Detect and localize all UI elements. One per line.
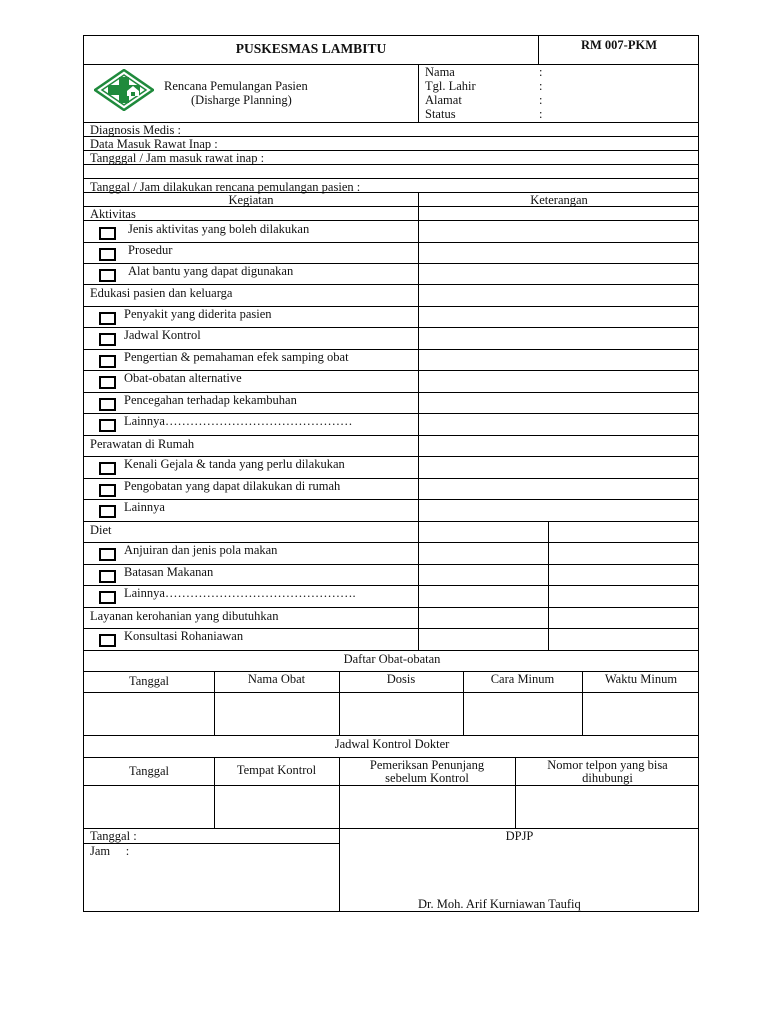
col-activity-header: Kegiatan (228, 193, 274, 207)
item-label: Obat-obatan alternative (124, 371, 242, 385)
patient-dob-label: Tgl. Lahir (425, 79, 476, 93)
item-label: Batasan Makanan (124, 565, 214, 579)
activity-item (83, 456, 699, 478)
control-col-place: Tempat Kontrol (236, 763, 317, 777)
footer-row (83, 828, 699, 912)
plan-datetime-label: Tanggal / Jam dilakukan rencana pemulangan pasien : (90, 180, 361, 194)
activity-item (83, 628, 699, 650)
activity-item (83, 542, 699, 564)
patient-name-label: Nama (425, 65, 455, 79)
item-label: Pencegahan terhadap kekambuhan (124, 393, 297, 407)
med-col-when: Waktu Minum (604, 672, 678, 686)
patient-address-label: Alamat (425, 93, 462, 107)
item-label: Konsultasi Rohaniawan (124, 629, 244, 643)
item-label: Anjuiran dan jenis pola makan (124, 543, 278, 557)
checkbox[interactable] (99, 376, 116, 389)
control-title: Jadwal Kontrol Dokter (334, 737, 450, 751)
admission-datetime-label: Tangggal / Jam masuk rawat inap : (90, 151, 265, 165)
dpjp-label: DPJP (505, 829, 534, 843)
doctor-name: Dr. Moh. Arif Kurniawan Taufiq (418, 897, 581, 911)
checkbox[interactable] (99, 333, 116, 346)
activity-item (83, 585, 699, 607)
checkbox[interactable] (99, 312, 116, 325)
header-patient-row (83, 64, 699, 122)
medication-header-row (83, 671, 699, 692)
patient-dob-colon: : (539, 79, 543, 93)
med-col-how: Cara Minum (490, 672, 555, 686)
col-notes-header: Keterangan (530, 193, 588, 207)
form-title-line1: Rencana Pemulangan Pasien (164, 79, 308, 93)
activity-item (83, 263, 699, 284)
item-label: Prosedur (128, 243, 173, 257)
checkbox[interactable] (99, 484, 116, 497)
admission-data-row (83, 136, 699, 150)
discharge-planning-form (83, 35, 699, 912)
section-perawatan (83, 435, 699, 456)
checkbox[interactable] (99, 398, 116, 411)
checkbox[interactable] (99, 548, 116, 561)
section-title: Diet (90, 523, 112, 537)
patient-name-colon: : (539, 65, 543, 79)
medication-entry-row (83, 692, 699, 735)
checkbox[interactable] (99, 462, 116, 475)
facility-name: PUSKESMAS LAMBITU (235, 41, 387, 56)
item-label: Penyakit yang diderita pasien (124, 307, 272, 321)
item-label: Kenali Gejala & tanda yang perlu dilakukan (124, 457, 345, 471)
activity-item (83, 327, 699, 349)
activity-item (83, 349, 699, 370)
item-label: Lainnya……………………………………… (124, 414, 353, 428)
section-title: Edukasi pasien dan keluarga (90, 286, 233, 300)
checkbox[interactable] (99, 634, 116, 647)
activity-table-header (83, 192, 699, 206)
activity-item (83, 413, 699, 435)
item-label: Jenis aktivitas yang boleh dilakukan (128, 222, 310, 236)
control-header-row (83, 757, 699, 785)
form-code: RM 007-PKM (580, 38, 658, 52)
plan-datetime-row (83, 178, 699, 192)
item-label: Alat bantu yang dapat digunakan (128, 264, 294, 278)
section-title: Aktivitas (90, 207, 136, 221)
section-title: Layanan kerohanian yang dibutuhkan (90, 609, 279, 623)
control-col-phone-line1: Nomor telpon yang bisa (547, 758, 668, 772)
activity-item (83, 392, 699, 413)
admission-data-label: Data Masuk Rawat Inap : (90, 137, 218, 151)
section-aktivitas (83, 206, 699, 220)
control-col-exam-line2: sebelum Kontrol (385, 771, 469, 785)
item-label: Pengertian & pemahaman efek samping obat (124, 350, 349, 364)
activity-item (83, 564, 699, 585)
footer-date-label: Tanggal : (90, 829, 137, 843)
patient-status-colon: : (539, 107, 543, 121)
checkbox[interactable] (99, 248, 116, 261)
section-kerohanian (83, 607, 699, 628)
section-diet (83, 521, 699, 542)
medication-title: Daftar Obat-obatan (343, 652, 441, 666)
patient-address-colon: : (539, 93, 543, 107)
diagnosis-label: Diagnosis Medis : (90, 123, 181, 137)
control-col-date: Tanggal (128, 764, 170, 778)
checkbox[interactable] (99, 227, 116, 240)
med-col-dose: Dosis (386, 672, 416, 686)
admission-datetime-row (83, 150, 699, 164)
control-entry-row (83, 785, 699, 828)
diagnosis-row (83, 122, 699, 136)
activity-item (83, 370, 699, 392)
activity-item (83, 242, 699, 263)
checkbox[interactable] (99, 269, 116, 282)
checkbox[interactable] (99, 505, 116, 518)
header-title-row (83, 35, 699, 64)
section-edukasi (83, 284, 699, 306)
activity-item (83, 478, 699, 499)
med-col-date: Tanggal (128, 674, 170, 688)
item-label: Jadwal Kontrol (124, 328, 201, 342)
checkbox[interactable] (99, 355, 116, 368)
activity-item (83, 306, 699, 327)
medication-title-row (83, 650, 699, 671)
checkbox[interactable] (99, 570, 116, 583)
control-col-phone-line2: dihubungi (582, 771, 633, 785)
checkbox[interactable] (99, 419, 116, 432)
control-title-row (83, 735, 699, 757)
form-title-line2: (Disharge Planning) (191, 93, 292, 107)
footer-time-label: Jam : (90, 844, 130, 858)
puskesmas-logo-icon (94, 69, 154, 111)
activity-item (83, 220, 699, 242)
item-label: Lainnya (124, 500, 165, 514)
item-label: Pengobatan yang dapat dilakukan di rumah (124, 479, 341, 493)
section-title: Perawatan di Rumah (90, 437, 195, 451)
item-label: Lainnya………………………………………. (124, 586, 356, 600)
patient-status-label: Status (425, 107, 456, 121)
blank-row (83, 164, 699, 178)
med-col-name: Nama Obat (247, 672, 306, 686)
checkbox[interactable] (99, 591, 116, 604)
activity-item (83, 499, 699, 521)
control-col-exam-line1: Pemeriksan Penunjang (369, 758, 485, 772)
